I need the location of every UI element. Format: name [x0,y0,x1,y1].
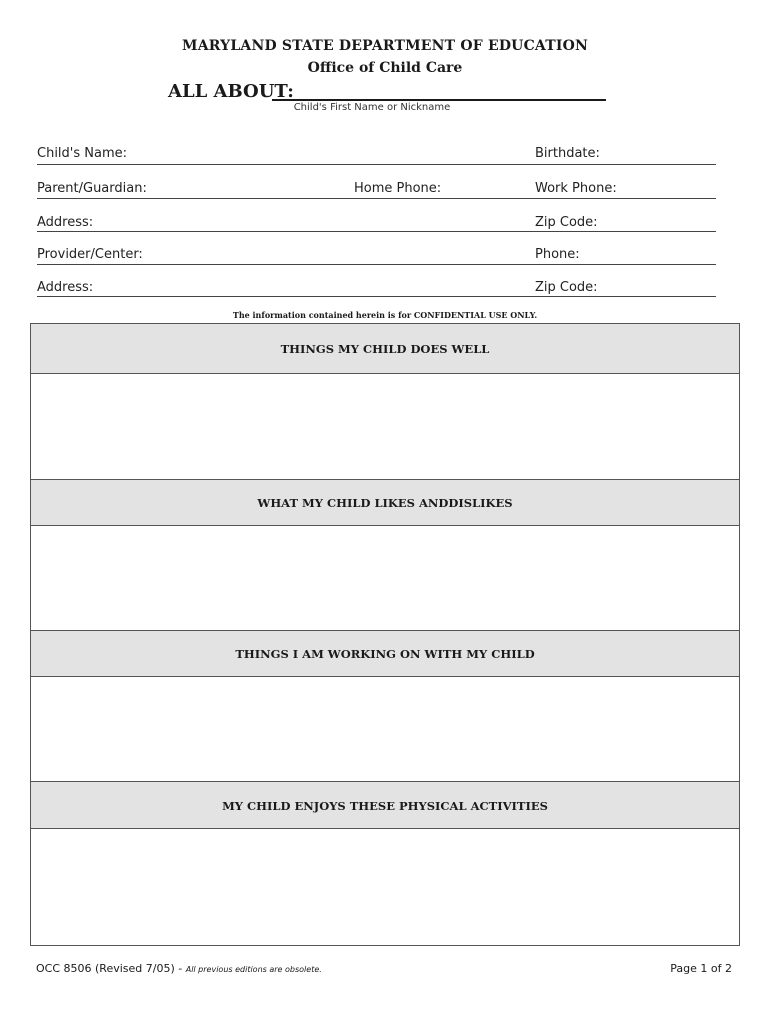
provider-address-field[interactable] [37,296,716,297]
provider-center-field[interactable] [37,264,716,265]
parent-guardian-label: Parent/Guardian: [37,181,147,196]
provider-center-label: Provider/Center: [37,247,143,262]
provider-address-label: Address: [37,280,94,295]
phone-label: Phone: [535,247,580,262]
home-phone-label: Home Phone: [354,181,442,196]
page-number: Page 1 of 2 [670,962,732,975]
confidential-note: The information contained herein is for CONFIDENTIAL USE ONLY. [232,310,538,320]
childs-name-field[interactable] [37,164,716,165]
form-id: OCC 8506 (Revised 7/05) - [36,962,183,975]
sections-box [30,323,740,946]
agency-title: MARYLAND STATE DEPARTMENT OF EDUCATION [182,38,588,54]
birthdate-label: Birthdate: [535,146,600,161]
child-nickname-caption: Child's First Name or Nickname [293,102,451,113]
address-field[interactable] [37,231,716,232]
section-body-likes-dislikes[interactable] [31,526,739,630]
section-body-does-well[interactable] [31,374,739,480]
zip-code-label: Zip Code: [535,215,598,230]
section-header-physical-activities: MY CHILD ENJOYS THESE PHYSICAL ACTIVITIES [31,781,739,829]
child-nickname-field[interactable] [272,99,606,101]
section-header-likes-dislikes: WHAT MY CHILD LIKES ANDDISLIKES [31,479,739,526]
work-phone-label: Work Phone: [535,181,617,196]
provider-zip-code-label: Zip Code: [535,280,598,295]
office-title: Office of Child Care [307,60,463,76]
footer-form-id [36,962,322,975]
address-label: Address: [37,215,94,230]
section-body-physical-activities[interactable] [31,829,739,945]
parent-guardian-field[interactable] [37,198,716,199]
section-header-working-on: THINGS I AM WORKING ON WITH MY CHILD [31,630,739,677]
childs-name-label: Child's Name: [37,146,128,161]
all-about-label: ALL ABOUT: [168,81,294,102]
section-body-working-on[interactable] [31,677,739,781]
section-header-does-well: THINGS MY CHILD DOES WELL [31,324,739,374]
obsolete-note: All previous editions are obsolete. [185,965,322,974]
